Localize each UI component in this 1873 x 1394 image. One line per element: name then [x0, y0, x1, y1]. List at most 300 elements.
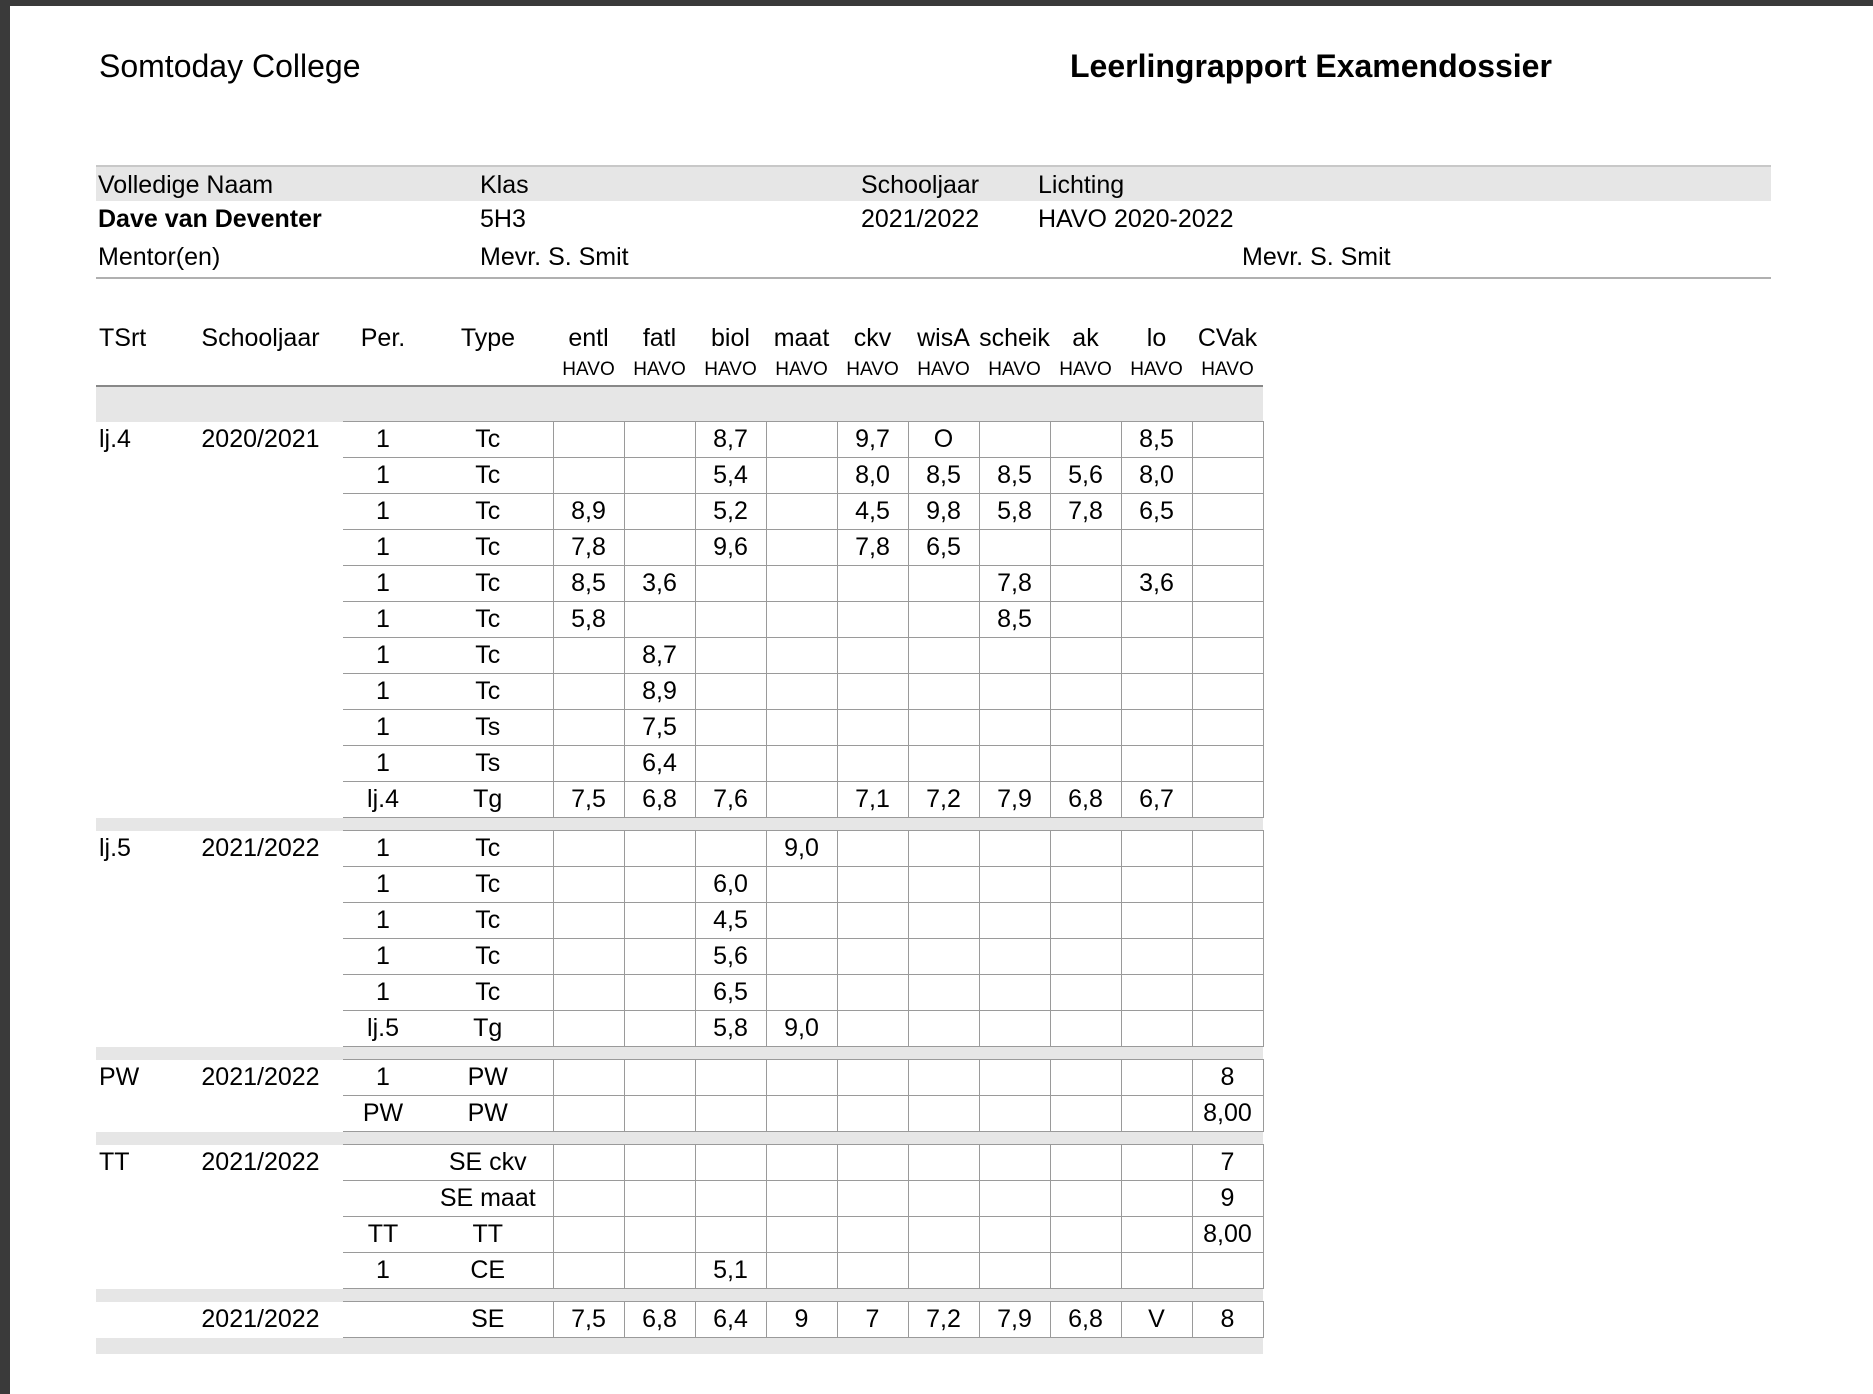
per-cell: 1 — [343, 602, 423, 638]
per-cell: 1 — [343, 1253, 423, 1289]
separator-row — [96, 818, 1263, 831]
grade-cell — [553, 638, 624, 674]
grade-cell: 6,5 — [1121, 494, 1192, 530]
col-schooljaar: Schooljaar — [201, 324, 320, 352]
grade-cell — [695, 710, 766, 746]
report-title: Leerlingrapport Examendossier — [1070, 48, 1552, 84]
grade-cell: 8,0 — [837, 458, 908, 494]
per-cell — [343, 1145, 423, 1181]
tsrt-cell: TT — [99, 1148, 130, 1176]
label-full-name: Volledige Naam — [98, 171, 274, 199]
grade-cell — [979, 831, 1050, 867]
table-row — [96, 1096, 1263, 1132]
grade-cell: 8,7 — [695, 422, 766, 458]
table-row — [96, 602, 1263, 638]
grade-cell: 3,6 — [624, 566, 695, 602]
schooljaar-cell — [178, 867, 343, 903]
grade-cell: 7,8 — [979, 566, 1050, 602]
grade-cell — [979, 710, 1050, 746]
per-cell: 1 — [343, 458, 423, 494]
grade-cell — [695, 674, 766, 710]
table-row — [96, 1217, 1263, 1253]
grade-cell — [695, 1145, 766, 1181]
schooljaar-cell — [178, 494, 343, 530]
grade-cell — [908, 1253, 979, 1289]
grade-cell — [1050, 674, 1121, 710]
grade-cell — [1192, 674, 1263, 710]
grade-cell: 3,6 — [1121, 566, 1192, 602]
per-cell: 1 — [343, 903, 423, 939]
grade-cell — [1050, 1253, 1121, 1289]
grade-cell — [908, 566, 979, 602]
grade-cell — [1121, 1181, 1192, 1217]
grade-cell — [624, 1181, 695, 1217]
report-page — [10, 6, 1873, 1394]
grade-cell — [1192, 831, 1263, 867]
grade-cell — [979, 903, 1050, 939]
schooljaar-cell: 2021/2022 — [201, 834, 320, 862]
per-cell: lj.4 — [343, 782, 423, 818]
schooljaar-cell — [178, 1217, 343, 1253]
table-row — [96, 1060, 1263, 1096]
per-cell — [343, 1302, 423, 1338]
grade-cell — [908, 1181, 979, 1217]
type-cell: Tc — [423, 939, 553, 975]
grade-cell — [837, 1060, 908, 1096]
grade-cell — [553, 975, 624, 1011]
grade-cell — [837, 1011, 908, 1047]
grade-cell — [624, 1060, 695, 1096]
grade-cell — [837, 975, 908, 1011]
grade-cell: 7,9 — [979, 1302, 1050, 1338]
schooljaar-cell — [178, 674, 343, 710]
grade-cell — [553, 1181, 624, 1217]
grade-cell — [1192, 782, 1263, 818]
grade-cell — [1192, 494, 1263, 530]
grade-cell — [766, 638, 837, 674]
grade-cell — [624, 831, 695, 867]
grade-cell: 7,1 — [837, 782, 908, 818]
student-info — [96, 165, 1771, 279]
grade-cell — [553, 867, 624, 903]
grade-cell — [1050, 710, 1121, 746]
grade-cell — [766, 975, 837, 1011]
grade-cell — [837, 1145, 908, 1181]
grade-cell — [908, 638, 979, 674]
grade-cell: 7,5 — [624, 710, 695, 746]
tsrt-cell — [96, 1011, 178, 1047]
col-subject: maat — [773, 324, 830, 352]
grade-cell — [1121, 674, 1192, 710]
schooljaar-cell — [178, 1253, 343, 1289]
grade-cell — [908, 1060, 979, 1096]
table-row — [96, 1253, 1263, 1289]
col-subject: wisA — [917, 324, 970, 352]
type-cell: Tc — [423, 638, 553, 674]
grade-cell — [837, 566, 908, 602]
col-level: HAVO — [837, 355, 908, 386]
col-subject: entl — [568, 324, 609, 352]
grade-cell — [695, 1217, 766, 1253]
grade-cell — [766, 867, 837, 903]
grade-cell — [1121, 867, 1192, 903]
grade-cell — [837, 710, 908, 746]
table-header-row — [96, 309, 1263, 355]
separator-row — [96, 1132, 1263, 1145]
grade-cell — [695, 1060, 766, 1096]
table-row — [96, 1011, 1263, 1047]
tsrt-cell — [96, 638, 178, 674]
grade-cell — [766, 1145, 837, 1181]
grade-cell: 5,4 — [695, 458, 766, 494]
grade-cell — [553, 458, 624, 494]
col-tsrt: TSrt — [99, 324, 147, 352]
col-level: HAVO — [695, 355, 766, 386]
grade-cell — [1050, 602, 1121, 638]
per-cell: 1 — [343, 638, 423, 674]
separator-row — [96, 1047, 1263, 1060]
col-subject: CVak — [1197, 324, 1258, 352]
grade-cell: 4,5 — [695, 903, 766, 939]
grade-cell: 9,0 — [766, 831, 837, 867]
type-cell: Tc — [423, 602, 553, 638]
grade-cell — [766, 674, 837, 710]
grade-cell: 6,4 — [695, 1302, 766, 1338]
grade-cell — [979, 638, 1050, 674]
col-per: Per. — [360, 324, 406, 352]
mentor-name: Mevr. S. Smit — [480, 243, 629, 271]
grade-cell — [1050, 746, 1121, 782]
grade-cell — [624, 867, 695, 903]
grade-cell: 9,7 — [837, 422, 908, 458]
grade-cell — [553, 1145, 624, 1181]
grade-cell — [908, 975, 979, 1011]
table-row — [96, 710, 1263, 746]
table-row — [96, 1302, 1263, 1338]
schooljaar-cell — [178, 710, 343, 746]
grade-cell — [553, 710, 624, 746]
schooljaar-cell — [178, 1181, 343, 1217]
grade-cell — [766, 1096, 837, 1132]
grade-cell — [1121, 1060, 1192, 1096]
grade-cell: 7,2 — [908, 1302, 979, 1338]
grade-cell — [908, 710, 979, 746]
grade-cell: 7,5 — [553, 782, 624, 818]
grade-cell: 7,5 — [553, 1302, 624, 1338]
grade-cell — [766, 530, 837, 566]
grade-cell — [1192, 566, 1263, 602]
grade-cell — [908, 939, 979, 975]
tsrt-cell — [96, 1181, 178, 1217]
type-cell: Tc — [423, 867, 553, 903]
grade-cell: 8 — [1192, 1060, 1263, 1096]
per-cell: 1 — [343, 422, 423, 458]
type-cell: Tc — [423, 975, 553, 1011]
grade-cell — [908, 674, 979, 710]
type-cell: Ts — [423, 746, 553, 782]
schooljaar-cell — [178, 638, 343, 674]
grade-cell — [979, 1011, 1050, 1047]
grade-cell: 8 — [1192, 1302, 1263, 1338]
grade-cell — [837, 746, 908, 782]
grade-cell — [979, 1145, 1050, 1181]
grade-cell — [766, 494, 837, 530]
grade-cell — [1192, 530, 1263, 566]
table-row — [96, 422, 1263, 458]
type-cell: SE ckv — [423, 1145, 553, 1181]
grade-cell — [979, 422, 1050, 458]
grade-cell — [1121, 975, 1192, 1011]
grade-cell — [837, 674, 908, 710]
label-klas: Klas — [480, 171, 529, 199]
grade-cell — [1050, 422, 1121, 458]
table-row — [96, 530, 1263, 566]
grade-cell — [624, 1145, 695, 1181]
grade-cell — [979, 1060, 1050, 1096]
col-level: HAVO — [553, 355, 624, 386]
grade-cell: 6,5 — [908, 530, 979, 566]
grade-cell — [624, 458, 695, 494]
grade-cell — [766, 710, 837, 746]
per-cell: 1 — [343, 710, 423, 746]
per-cell: 1 — [343, 566, 423, 602]
grade-cell: 8,5 — [908, 458, 979, 494]
grade-cell: 8,9 — [553, 494, 624, 530]
grade-cell — [553, 1217, 624, 1253]
grade-cell — [979, 975, 1050, 1011]
label-schooljaar: Schooljaar — [861, 171, 980, 199]
grade-cell: 8,0 — [1121, 458, 1192, 494]
tsrt-cell — [96, 867, 178, 903]
grade-cell — [837, 602, 908, 638]
grade-cell — [1050, 975, 1121, 1011]
grade-cell — [908, 1217, 979, 1253]
per-cell: lj.5 — [343, 1011, 423, 1047]
per-cell: 1 — [343, 494, 423, 530]
col-subject: lo — [1146, 324, 1167, 352]
schooljaar-cell — [178, 939, 343, 975]
type-cell: Tc — [423, 422, 553, 458]
table-row — [96, 903, 1263, 939]
grade-cell — [979, 530, 1050, 566]
tsrt-cell — [96, 458, 178, 494]
tsrt-cell — [96, 1217, 178, 1253]
type-cell: Tg — [423, 1011, 553, 1047]
grade-cell — [1192, 458, 1263, 494]
grade-cell — [695, 831, 766, 867]
grade-cell — [1121, 1217, 1192, 1253]
grade-cell — [837, 1096, 908, 1132]
tsrt-cell — [96, 975, 178, 1011]
grade-cell — [979, 1181, 1050, 1217]
grade-cell — [1192, 975, 1263, 1011]
grade-cell — [695, 566, 766, 602]
student-name: Dave van Deventer — [98, 205, 322, 233]
type-cell: SE maat — [423, 1181, 553, 1217]
grade-cell — [1050, 1217, 1121, 1253]
grade-cell: 9,0 — [766, 1011, 837, 1047]
grade-cell — [979, 746, 1050, 782]
grade-cell: 5,8 — [979, 494, 1050, 530]
type-cell: Tc — [423, 903, 553, 939]
table-row — [96, 566, 1263, 602]
col-subject: scheik — [979, 324, 1050, 352]
grade-cell — [553, 1253, 624, 1289]
grade-cell — [1050, 939, 1121, 975]
grade-cell — [766, 602, 837, 638]
grade-cell: 8,00 — [1192, 1217, 1263, 1253]
grade-cell: 9,8 — [908, 494, 979, 530]
separator-row — [96, 386, 1263, 422]
student-klas: 5H3 — [480, 205, 526, 233]
tsrt-cell — [96, 494, 178, 530]
grades-table — [96, 309, 1264, 1354]
label-lichting: Lichting — [1038, 171, 1125, 199]
tsrt-cell: lj.5 — [99, 834, 131, 862]
separator-row — [96, 1289, 1263, 1302]
grade-cell — [837, 1253, 908, 1289]
grade-cell: 6,0 — [695, 867, 766, 903]
grade-cell — [1192, 939, 1263, 975]
grade-cell — [624, 1253, 695, 1289]
col-level: HAVO — [766, 355, 837, 386]
grade-cell: 5,6 — [695, 939, 766, 975]
tsrt-cell — [96, 1253, 178, 1289]
grade-cell — [1121, 903, 1192, 939]
grade-cell — [1121, 1253, 1192, 1289]
grade-cell — [624, 494, 695, 530]
grade-cell — [1050, 566, 1121, 602]
grade-cell — [908, 1145, 979, 1181]
schooljaar-cell: 2021/2022 — [201, 1063, 320, 1091]
grade-cell — [1050, 530, 1121, 566]
table-row — [96, 746, 1263, 782]
grade-cell — [766, 939, 837, 975]
schooljaar-cell — [178, 903, 343, 939]
type-cell: Tc — [423, 530, 553, 566]
grade-cell — [837, 867, 908, 903]
grade-cell — [553, 831, 624, 867]
grade-cell: 9,6 — [695, 530, 766, 566]
grade-cell: 7,8 — [1050, 494, 1121, 530]
schooljaar-cell — [178, 566, 343, 602]
mentor-name-2: Mevr. S. Smit — [1242, 243, 1391, 271]
grade-cell — [837, 939, 908, 975]
schooljaar-cell — [178, 746, 343, 782]
type-cell: CE — [423, 1253, 553, 1289]
grade-cell: 6,7 — [1121, 782, 1192, 818]
grade-cell: 9 — [1192, 1181, 1263, 1217]
grade-cell: 7,8 — [837, 530, 908, 566]
grade-cell — [766, 1253, 837, 1289]
grade-cell — [766, 422, 837, 458]
grade-cell — [979, 867, 1050, 903]
grade-cell — [624, 939, 695, 975]
grade-cell: 5,6 — [1050, 458, 1121, 494]
grade-cell: 5,8 — [695, 1011, 766, 1047]
label-mentor: Mentor(en) — [98, 243, 221, 271]
grade-cell — [908, 831, 979, 867]
per-cell: 1 — [343, 867, 423, 903]
grade-cell — [1121, 939, 1192, 975]
type-cell: TT — [423, 1217, 553, 1253]
grade-cell — [1121, 1145, 1192, 1181]
grade-cell: 6,8 — [624, 1302, 695, 1338]
grade-cell — [1050, 1011, 1121, 1047]
grade-cell — [837, 831, 908, 867]
grade-cell — [1121, 1096, 1192, 1132]
schooljaar-cell — [178, 782, 343, 818]
grade-cell — [1192, 867, 1263, 903]
grade-cell — [1050, 1145, 1121, 1181]
col-level: HAVO — [979, 355, 1050, 386]
grade-cell — [908, 1096, 979, 1132]
grade-cell — [766, 903, 837, 939]
grade-cell — [624, 530, 695, 566]
grade-cell — [1121, 602, 1192, 638]
grade-cell — [766, 1181, 837, 1217]
col-level: HAVO — [624, 355, 695, 386]
grade-cell: 6,8 — [1050, 1302, 1121, 1338]
grade-cell — [1050, 1096, 1121, 1132]
type-cell: Tg — [423, 782, 553, 818]
grade-cell — [553, 939, 624, 975]
grade-cell: 9 — [766, 1302, 837, 1338]
grade-cell: O — [908, 422, 979, 458]
grade-cell: 7 — [837, 1302, 908, 1338]
type-cell: Tc — [423, 458, 553, 494]
table-row — [96, 638, 1263, 674]
table-row — [96, 939, 1263, 975]
grade-cell — [1050, 638, 1121, 674]
grade-cell: 6,8 — [1050, 782, 1121, 818]
grade-cell — [553, 1060, 624, 1096]
tsrt-cell — [96, 566, 178, 602]
grade-cell — [979, 1253, 1050, 1289]
tsrt-cell — [96, 530, 178, 566]
tsrt-cell — [96, 1096, 178, 1132]
schooljaar-cell: 2021/2022 — [201, 1148, 320, 1176]
grade-cell — [1050, 1060, 1121, 1096]
type-cell: SE — [423, 1302, 553, 1338]
grade-cell — [837, 1181, 908, 1217]
grade-cell — [1192, 1253, 1263, 1289]
tsrt-cell — [96, 746, 178, 782]
per-cell: 1 — [343, 746, 423, 782]
tsrt-cell — [96, 782, 178, 818]
grade-cell — [979, 939, 1050, 975]
grade-cell — [695, 638, 766, 674]
info-value-row — [96, 201, 1771, 239]
info-mentor-row — [96, 239, 1771, 279]
schooljaar-cell: 2021/2022 — [201, 1305, 320, 1333]
schooljaar-cell — [178, 602, 343, 638]
type-cell: Ts — [423, 710, 553, 746]
grade-cell: 8,5 — [979, 602, 1050, 638]
grade-cell — [1192, 710, 1263, 746]
tsrt-cell — [96, 903, 178, 939]
grade-cell — [1192, 422, 1263, 458]
grade-cell — [695, 602, 766, 638]
grade-cell — [908, 746, 979, 782]
grade-cell: 5,8 — [553, 602, 624, 638]
grade-cell — [1050, 867, 1121, 903]
table-row — [96, 458, 1263, 494]
grade-cell — [837, 1217, 908, 1253]
grade-cell — [979, 1096, 1050, 1132]
grade-cell — [908, 1011, 979, 1047]
grade-cell — [837, 638, 908, 674]
